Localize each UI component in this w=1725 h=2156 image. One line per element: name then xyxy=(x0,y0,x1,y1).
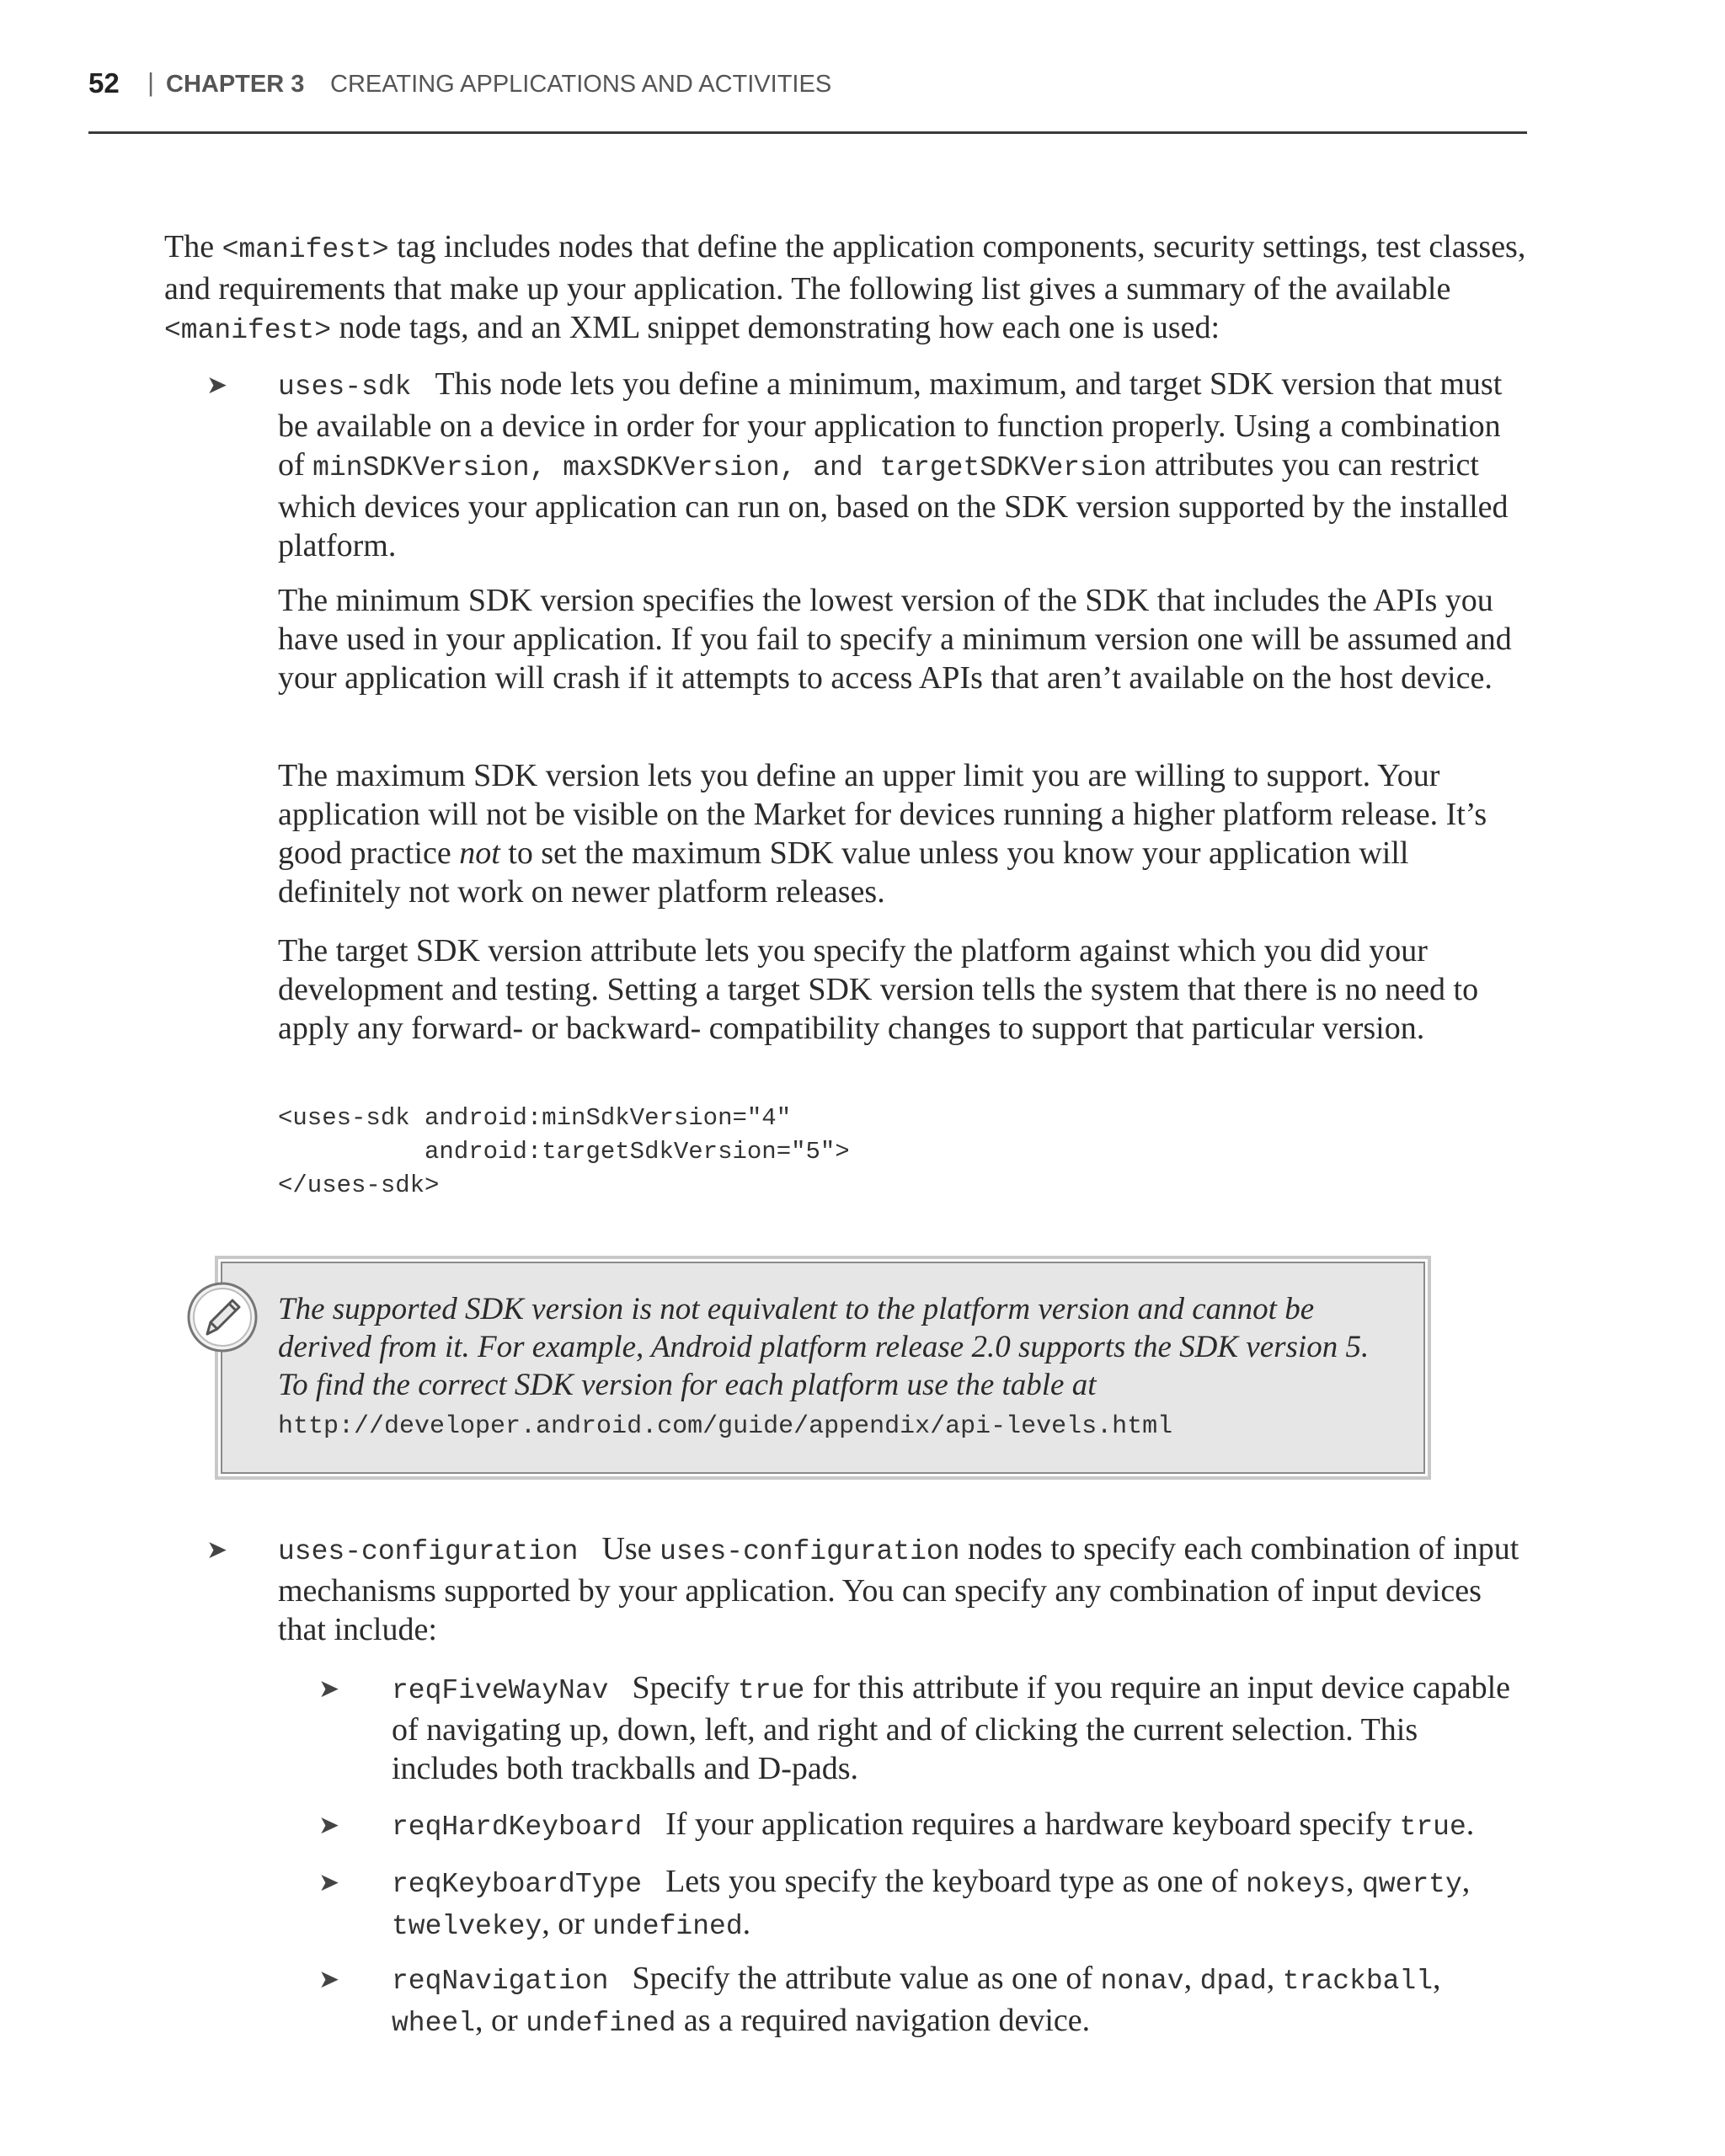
header-separator: | xyxy=(147,67,155,97)
term-reqkeyboardtype: reqKeyboardType xyxy=(392,1869,643,1900)
chapter-title: CREATING APPLICATIONS AND ACTIVITIES xyxy=(330,71,832,98)
term-reqhardkeyboard: reqHardKeyboard xyxy=(392,1812,643,1843)
list-item: reqKeyboardType Lets you specify the keyboard type as one of nokeys, qwerty, twelvekey, or undefined. xyxy=(392,1864,1471,1942)
term-reqnavigation: reqNavigation xyxy=(392,1966,609,1997)
list-item: reqFiveWayNav Specify true for this attribute if you require an input device capable of navigating up, down, left, and right and of clicking the current selection. This includes both trackballs and D-pads. xyxy=(392,1670,1511,1786)
list-item: reqNavigation Specify the attribute value as one of nonav, dpad, trackball, wheel, or undefined as a required navigation device. xyxy=(392,1961,1441,2039)
term-reqfivewaynav: reqFiveWayNav xyxy=(392,1675,609,1706)
bullet-uses-sdk: ➤ xyxy=(206,371,228,400)
max-sdk-paragraph: The maximum SDK version lets you define an upper limit you are willing to support. Your application will not be visible on the Market for devices running a higher platform release. It’s good practice not to set the maximum SDK value unless you know your application will definitely not work on newer platform releases. xyxy=(278,758,1487,910)
intro-paragraph: The <manifest> tag includes nodes that define the application components, security settings, test classes, and requirements that make up your application. The following list gives a summary of the available <manifest> node tags, and an XML snippet demonstrating how each one is used: xyxy=(164,229,1526,346)
uses-sdk-description: uses-sdk This node lets you define a minimum, maximum, and target SDK version that must be available on a device in order for your application to function properly. Using a combination of minSDKVersion, maxSDKVersion, and targetSDKVersion attributes you can restrict which devices your application can run on, based on the SDK version supported by the installed platform. xyxy=(278,366,1509,563)
bullet-reqhardkeyboard: ➤ xyxy=(318,1811,340,1840)
note-text: The supported SDK version is not equivalent to the platform version and cannot be derived from it. For example, Android platform release 2.0 supports the SDK version 5. To find the correct SDK version for each platform use the table at xyxy=(278,1292,1370,1402)
term-uses-sdk: uses-sdk xyxy=(278,371,412,403)
bullet-reqkeyboardtype: ➤ xyxy=(318,1868,340,1897)
pencil-icon xyxy=(184,1278,261,1356)
bullet-uses-configuration: ➤ xyxy=(206,1535,228,1565)
list-item: reqHardKeyboard If your application requires a hardware keyboard specify true. xyxy=(392,1806,1475,1843)
term-uses-configuration: uses-configuration xyxy=(278,1536,579,1567)
uses-sdk-code-snippet: <uses-sdk android:minSdkVersion="4" android:targetSdkVersion="5"> </uses-sdk> xyxy=(278,1104,850,1199)
bullet-reqnavigation: ➤ xyxy=(318,1965,340,1994)
note-link[interactable]: http://developer.android.com/guide/appendix/api-levels.html xyxy=(278,1412,1173,1441)
running-header xyxy=(88,66,1527,134)
page-number: 52 xyxy=(88,67,120,99)
target-sdk-paragraph: The target SDK version attribute lets you specify the platform against which you did your development and testing. Setting a target SDK version tells the system that there is no need to apply any forward- or backward- compatibility changes to support that particular version. xyxy=(278,933,1479,1046)
bullet-reqfivewaynav: ➤ xyxy=(318,1674,340,1704)
uses-configuration-description: uses-configuration Use uses-configuration nodes to specify each combination of input mechanisms supported by your application. You can specify any combination of input devices that include: xyxy=(278,1531,1519,1647)
chapter-label: CHAPTER 3 xyxy=(166,71,305,98)
min-sdk-paragraph: The minimum SDK version specifies the lowest version of the SDK that includes the APIs you have used in your application. If you fail to specify a minimum version one will be assumed and your application will crash if it attempts to access APIs that aren’t available on the host device. xyxy=(278,583,1512,696)
